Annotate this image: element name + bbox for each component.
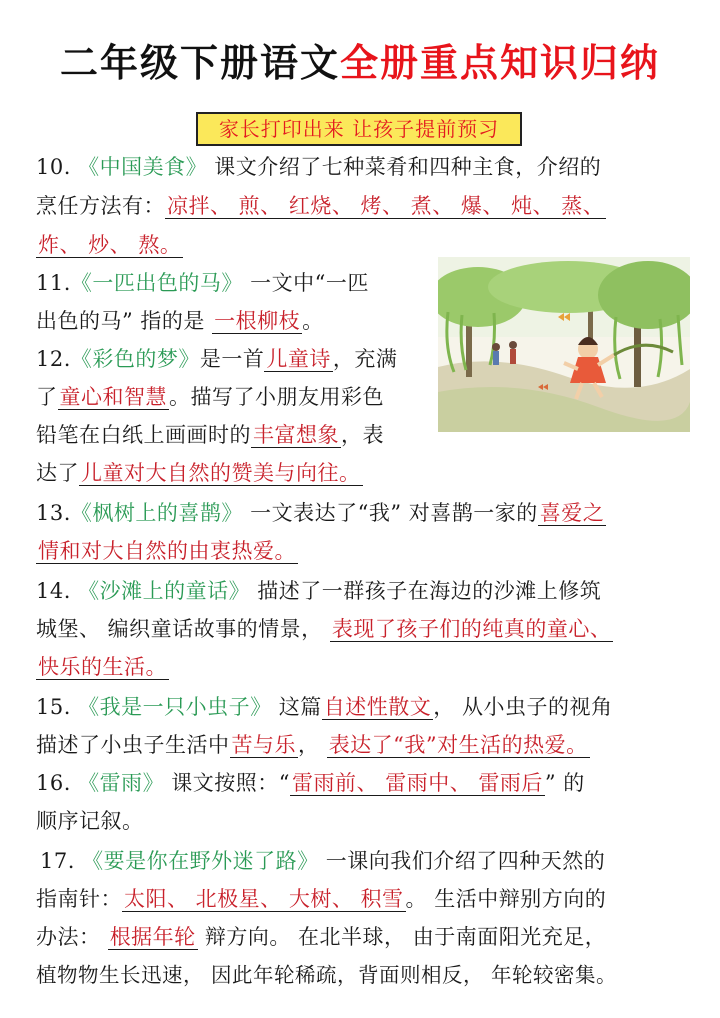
banner: 家长打印出来 让孩子提前预习 (196, 112, 522, 146)
item-15-line1 (36, 688, 612, 727)
item-number: 10. (36, 155, 71, 179)
item-14-line2 (36, 610, 613, 649)
item-text: 课文按照：“ (171, 771, 291, 795)
answer-text: 表现了孩子们的纯真的童心、 (331, 617, 612, 641)
item-13-line2 (36, 532, 298, 571)
lesson-title: 《雷雨》 (78, 771, 165, 795)
item-text: 指南针： (36, 887, 122, 911)
title-red: 全册重点知识归纳 (340, 41, 661, 85)
lesson-title: 《要是你在野外迷了路》 (82, 849, 319, 873)
lesson-title: 《彩色的梦》 (70, 347, 200, 371)
lesson-title: 《沙滩上的童话》 (78, 579, 251, 603)
answer-text: 太阳、 北极星、 大树、 积雪 (124, 887, 404, 911)
lesson-title: 《枫树上的喜鹊》 (70, 501, 243, 525)
item-10-line1 (36, 148, 601, 187)
item-11-line2 (36, 302, 324, 341)
answer-text: 雷雨前、 雷雨中、 雷雨后 (292, 771, 543, 795)
answer-text: 苦与乐 (231, 733, 296, 757)
item-number: 13. (36, 501, 71, 525)
item-13-line1 (36, 494, 606, 533)
item-text: 办法： (36, 925, 101, 949)
item-17-line1 (40, 842, 605, 881)
answer-text: 喜爱之 (539, 501, 605, 525)
item-16-line2 (36, 802, 144, 841)
item-text: 一文中“一匹 (250, 271, 369, 295)
item-text: 城堡、 编织童话故事的情景， (36, 617, 323, 641)
item-15-line2 (36, 726, 590, 765)
item-text: 一文表达了“我” 对喜鹊一家的 (250, 501, 538, 525)
item-number: 17. (40, 849, 75, 873)
answer-text: 儿童诗 (266, 347, 331, 371)
item-text: ， 从小虫子的视角 (433, 695, 613, 719)
item-text: 一课向我们介绍了四种天然的 (325, 849, 606, 873)
item-text: 描述了一群孩子在海边的沙滩上修筑 (257, 579, 602, 603)
item-16-line1 (36, 764, 585, 803)
item-text: ，充满 (332, 347, 398, 371)
item-text: 是一首 (199, 347, 265, 371)
item-text: 描述了小虫子生活中 (36, 733, 230, 757)
answer-text: 自述性散文 (323, 695, 432, 719)
item-text: 植物物生长迅速， 因此年轮稀疏，背面则相反， 年轮较密集。 (36, 963, 618, 987)
item-text: 。描写了小朋友用彩色 (169, 385, 384, 409)
item-text: 了 (36, 385, 58, 409)
item-text: 辩方向。 在北半球， 由于南面阳光充足， (204, 925, 607, 949)
item-12-line1 (36, 340, 397, 379)
item-text: 课文介绍了七种菜肴和四种主食，介绍的 (214, 155, 602, 179)
answer-text: 快乐的生活。 (38, 655, 167, 679)
item-number: 11. (36, 271, 71, 295)
title-black: 二年级下册语文 (59, 41, 340, 85)
item-number: 14. (36, 579, 71, 603)
item-12-line3 (36, 416, 384, 455)
answer-text: 儿童对大自然的赞美与向往。 (81, 461, 361, 485)
item-number: 15. (36, 695, 71, 719)
item-17-line3 (36, 918, 606, 957)
item-text: ，表 (341, 423, 384, 447)
item-17-line4 (36, 956, 617, 995)
willow-illustration (438, 257, 690, 432)
page-title (0, 38, 720, 88)
answer-text: 情和对大自然的由衷热爱。 (38, 539, 296, 563)
answer-text: 丰富想象 (253, 423, 339, 447)
item-number: 12. (36, 347, 71, 371)
item-17-line2 (36, 880, 606, 919)
lesson-title: 《我是一只小虫子》 (78, 695, 272, 719)
lesson-title: 《一匹出色的马》 (70, 271, 243, 295)
item-text: 铅笔在白纸上画画时的 (36, 423, 251, 447)
answer-text: 凉拌、 煎、 红烧、 烤、 煮、 爆、 炖、 蒸、 (167, 194, 605, 218)
answer-text: 一根柳枝 (214, 309, 301, 333)
item-12-line4 (36, 454, 363, 493)
item-number: 16. (36, 771, 71, 795)
item-text: 这篇 (278, 695, 322, 719)
item-text: ” 的 (544, 771, 585, 795)
item-text: 顺序记叙。 (36, 809, 144, 833)
item-12-line2 (36, 378, 384, 417)
answer-text: 表达了“我”对生活的热爱。 (328, 733, 588, 757)
item-10-line2 (36, 187, 606, 226)
item-14-line3 (36, 648, 169, 687)
answer-text: 根据年轮 (109, 925, 196, 949)
answer-text: 童心和智慧 (59, 385, 167, 409)
item-14-line1 (36, 572, 601, 611)
item-text: ， (298, 733, 320, 757)
item-text: 出色的马” 指的是 (36, 309, 205, 333)
item-10-line3 (36, 226, 183, 265)
item-text: 达了 (36, 461, 79, 485)
answer-text: 炸、 炒、 熬。 (38, 233, 182, 257)
lesson-title: 《中国美食》 (78, 155, 208, 179)
item-text: 。 (302, 309, 324, 333)
item-text: 。 生活中辩别方向的 (405, 887, 607, 911)
item-11-line1 (36, 264, 369, 303)
item-text: 烹任方法有： (36, 194, 165, 218)
